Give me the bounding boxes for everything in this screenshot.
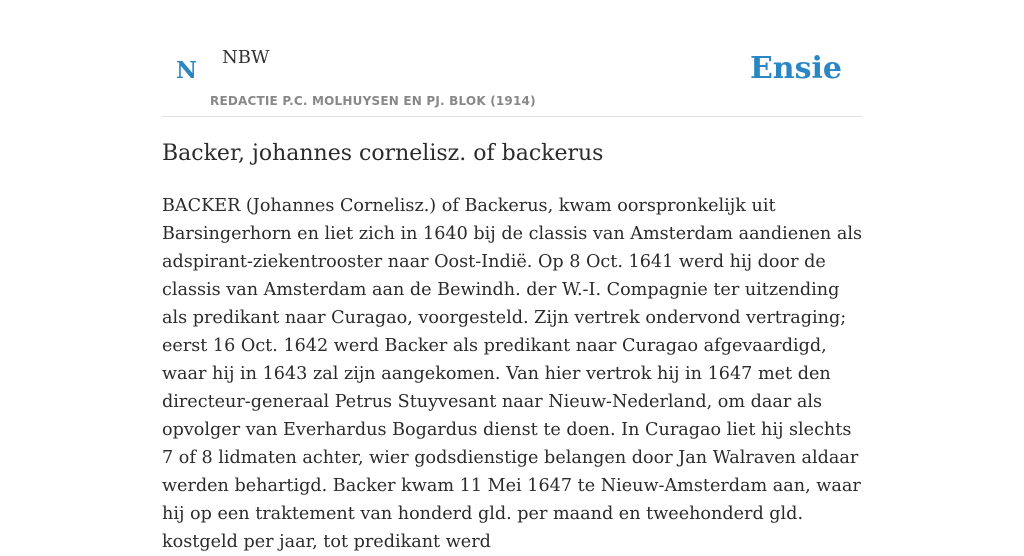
source-logo-icon[interactable]: N <box>176 57 198 84</box>
brand-logo[interactable]: Ensie <box>749 51 842 86</box>
source-header <box>162 0 862 117</box>
source-name[interactable]: NBW <box>222 47 270 68</box>
article-title: Backer, johannes cornelisz. of backerus <box>162 141 604 166</box>
source-subtitle: REDACTIE P.C. MOLHUYSEN EN PJ. BLOK (1914) <box>210 94 536 108</box>
article-body: BACKER (Johannes Cornelisz.) of Backerus, kwam oorspronkelijk uit Barsingerhorn en liet zich in 1640 bij de classis van Amsterdam aandienen als adspirant-ziekentrooster naar Oost-Indië. Op 8 Oct. 1641 werd hij door de classis van Amsterdam aan de Bewindh. der W.-I. Compagnie ter uitzending als predikant naar Curagao, voorgesteld. Zijn vertrek ondervond vertraging; eerst 16 Oct. 1642 werd Backer als predikant naar Curagao afgevaardigd, waar hij in 1643 zal zijn aangekomen. Van hier vertrok hij in 1647 met den directeur-generaal Petrus Stuyvesant naar Nieuw-Nederland, om daar als opvolger van Everhardus Bogardus dienst te doen. In Curagao liet hij slechts 7 of 8 lidmaten achter, wier godsdienstige belangen door Jan Walraven aldaar werden behartigd. Backer kwam 11 Mei 1647 te Nieuw-Amsterdam aan, waar hij op een traktement van honderd gld. per maand en tweehonderd gld. kostgeld per jaar, tot predikant werd <box>162 196 863 552</box>
